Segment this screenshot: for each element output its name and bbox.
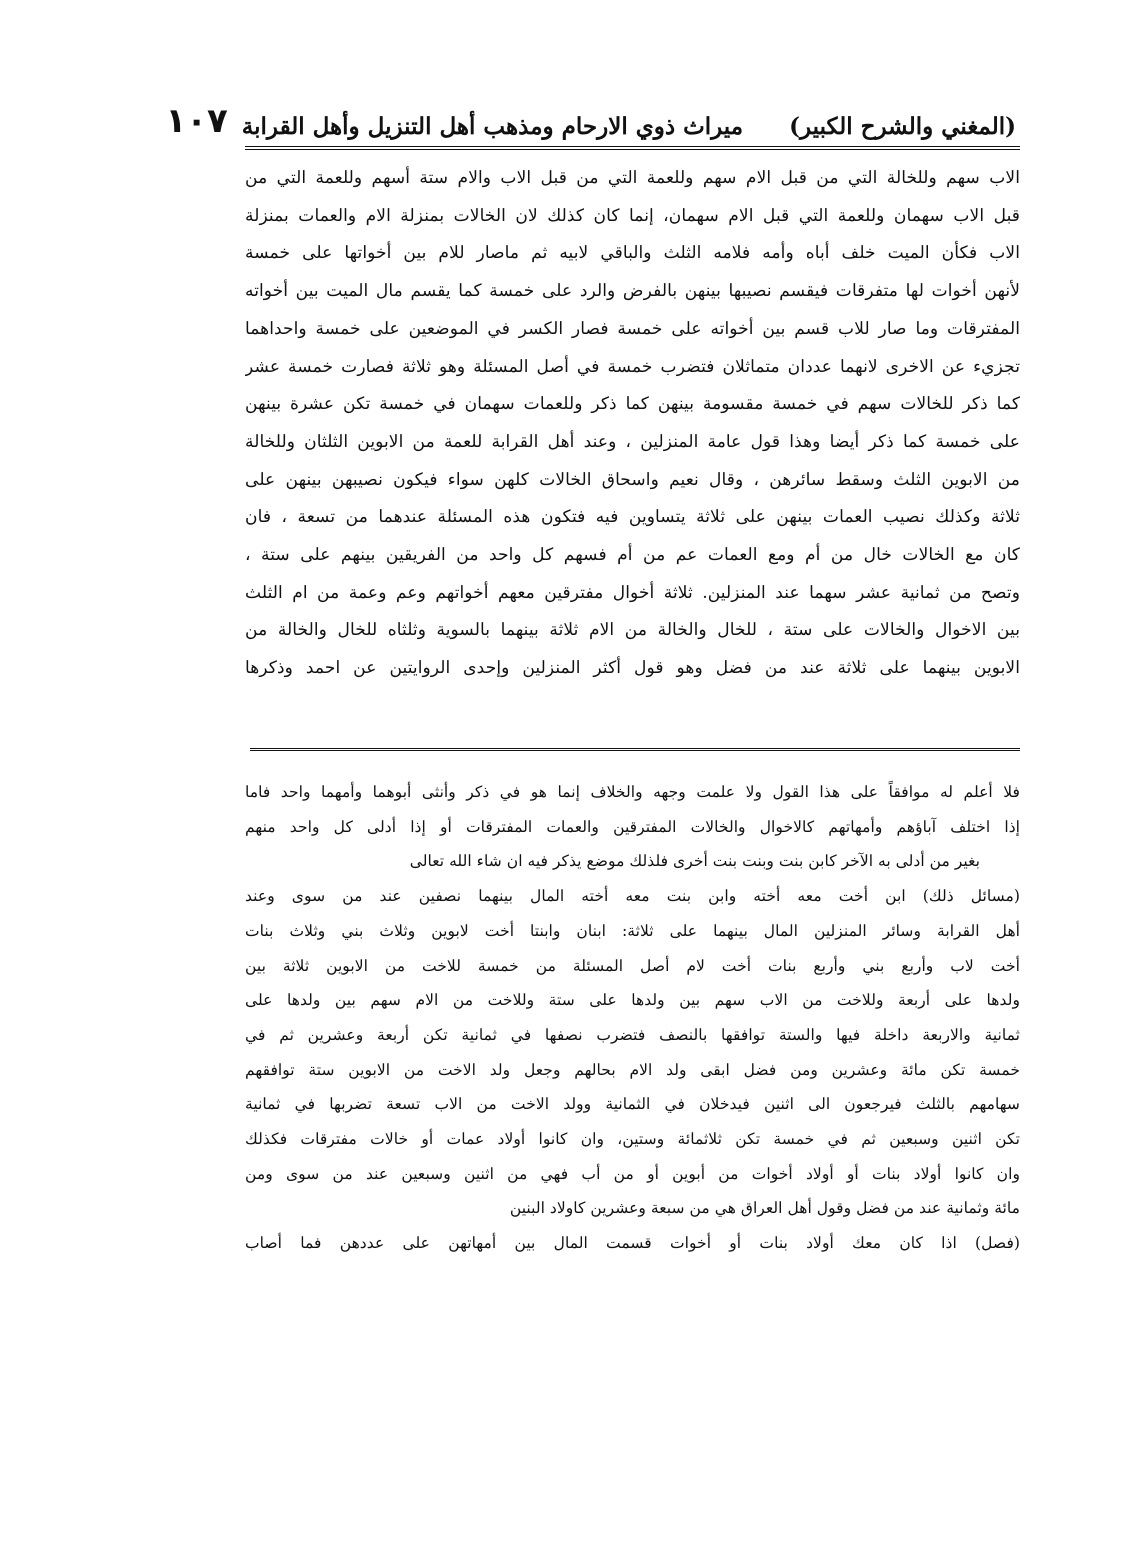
section-divider (250, 748, 1020, 751)
commentary-line: سهامهم بالثلث فيرجعون الى اثنين فيدخلان في الثمانية وولد الاخت من الاب تسعة تضربها في ثمانية (245, 1095, 1020, 1114)
page-number: ١٠٧ (165, 101, 228, 141)
main-text-line: لأنهن أخوات لها متفرقات فيقسم نصيبها بينهن بالفرض والرد على خمسة كما يقسم مال الميت بين أخواته (245, 281, 1020, 302)
main-text-line: قبل الاب سهمان وللعمة التي قبل الام سهمان، إنما كان كذلك لان الخالات بمنزلة الام والعمات بمنزلة (245, 205, 1020, 226)
main-text-line: المفترقات وما صار للاب قسم بين أخواته على خمسة فصار الكسر في الموضعين على خمسة واحداهما (245, 318, 1020, 339)
commentary-line: بغير من أدلى به الآخر كابن بنت وبنت بنت أخرى فلذلك موضع يذكر فيه ان شاء الله تعالى (409, 852, 980, 871)
main-text-line: كان مع الخالات خال من أم ومع العمات عم من أم فسهم كل واحد من الفريقين بينهم على ستة ، (245, 545, 1020, 566)
main-text-line: وتصح من ثمانية عشر سهما عند المنزلين. ثلاثة أخوال مفترقين معهم أخواتهم وعم وعمة من ام الثلث (245, 582, 1020, 603)
commentary-line: مائة وثمانية عند من فضل وقول أهل العراق هي من سبعة وعشرين كاولاد البنين (509, 1199, 1020, 1218)
main-text-block (245, 160, 1020, 726)
main-text-line: بين الاخوال والخالات على ستة ، للخال والخالة من الام ثلاثة بينهما بالسوية وثلثاه للخال والخالة من (245, 620, 1020, 641)
main-text-line: الاب سهم وللخالة التي من قبل الام سهم وللعمة التي من قبل الاب والام ستة أسهم وللعمة التي من (245, 168, 1020, 188)
commentary-line: تكن اثنين وسبعين ثم في خمسة تكن ثلاثمائة وستين، وان كانوا أولاد عمات أو خالات مفترقات فكذلك (245, 1130, 1020, 1149)
main-text-line: على خمسة كما ذكر أيضا وهذا قول عامة المنزلين ، وعند أهل القرابة للعمة من الابوين الثلثان وللخالة (245, 431, 1020, 452)
main-text-line: كما ذكر للخالات سهم في خمسة مقسومة بينهن كما ذكر وللعمات سهمان في خمسة تكن عشرة بينهن (245, 394, 1020, 415)
commentary-line: وان كانوا أولاد بنات أو أولاد أخوات من أبوين أو من أب فهي من اثنين وسبعين عند من سوى ومن (245, 1164, 1020, 1183)
commentary-line: ثمانية والاربعة داخلة فيها والستة توافقها بالنصف فتضرب نصفها في ثمانية تكن أربعة وعشرين ثم في (245, 1025, 1020, 1044)
commentary-line: إذا اختلف آباؤهم وأمهاتهم كالاخوال والخالات المفترقين والعمات المفترقات أو إذا أدلى كل واحد منهم (245, 817, 1020, 836)
main-text-line: ثلاثة وكذلك نصيب العمات بينهن على ثلاثة يتساوين فيه فتكون هذه المسئلة عندهما من تسعة ، فان (245, 507, 1020, 528)
commentary-line: فلا أعلم له موافقاً على هذا القول ولا علمت وجهه والخلاف إنما هو في ذكر وأنثى أبوهما وأمهما واحد فاما (245, 783, 1020, 801)
main-text-line: الاب فكأن الميت خلف أباه وأمه فلامه الثلث والباقي لابيه ثم ماصار للام بين أخواتها على خمسة (245, 243, 1020, 264)
main-text-line: تجزيء عن الاخرى لانهما عددان متماثلان فتضرب خمسة في أصل المسئلة وهو ثلاثة فصارت خمسة عشر (245, 356, 1020, 377)
commentary-line: (فصل) اذا كان معك أولاد بنات أو أخوات قسمت المال بين أمهاتهن على عددهن فما أصاب (245, 1234, 1020, 1253)
commentary-line: أهل القرابة وسائر المنزلين المال بينهما على ثلاثة: ابنان وابنتا أخت لابوين وثلاث بني وثلاث بنات (245, 921, 1020, 940)
commentary-line: ولدها على أربعة وللاخت من الاب سهم بين ولدها على ستة وللاخت من الام سهم بين ولدها على (245, 991, 1020, 1010)
book-page (165, 100, 1020, 1480)
commentary-line: أخت لاب وأربع بني وأربع بنات أخت لام أصل المسئلة من خمسة للاخت من الابوين ثلاثة بين (245, 956, 1020, 975)
commentary-line: خمسة تكن مائة وعشرين ومن فضل ابقى ولد الام بحالهم وجعل ولد الاخت من الابوين ستة توافقهم (245, 1060, 1020, 1079)
page-header (165, 100, 1020, 150)
main-text-line: من الابوين الثلث وسقط سائرهن ، وقال نعيم واسحاق الخالات كلهن سواء فيكون نصيبهن بينهن على (245, 469, 1020, 490)
book-title: (المغني والشرح الكبير) (789, 113, 1016, 140)
main-text-line: الابوين بينهما على ثلاثة عند من فضل وهو قول أكثر المنزلين وإحدى الروايتين عن احمد وذكرها (245, 658, 1020, 679)
chapter-title: ميراث ذوي الارحام ومذهب أهل التنزيل وأهل القرابة (241, 113, 744, 140)
commentary-block (245, 775, 1020, 1261)
commentary-line: (مسائل ذلك) ابن أخت معه أخته وابن بنت معه أخته المال بينهما نصفين عند من سوى وعند (245, 887, 1020, 906)
